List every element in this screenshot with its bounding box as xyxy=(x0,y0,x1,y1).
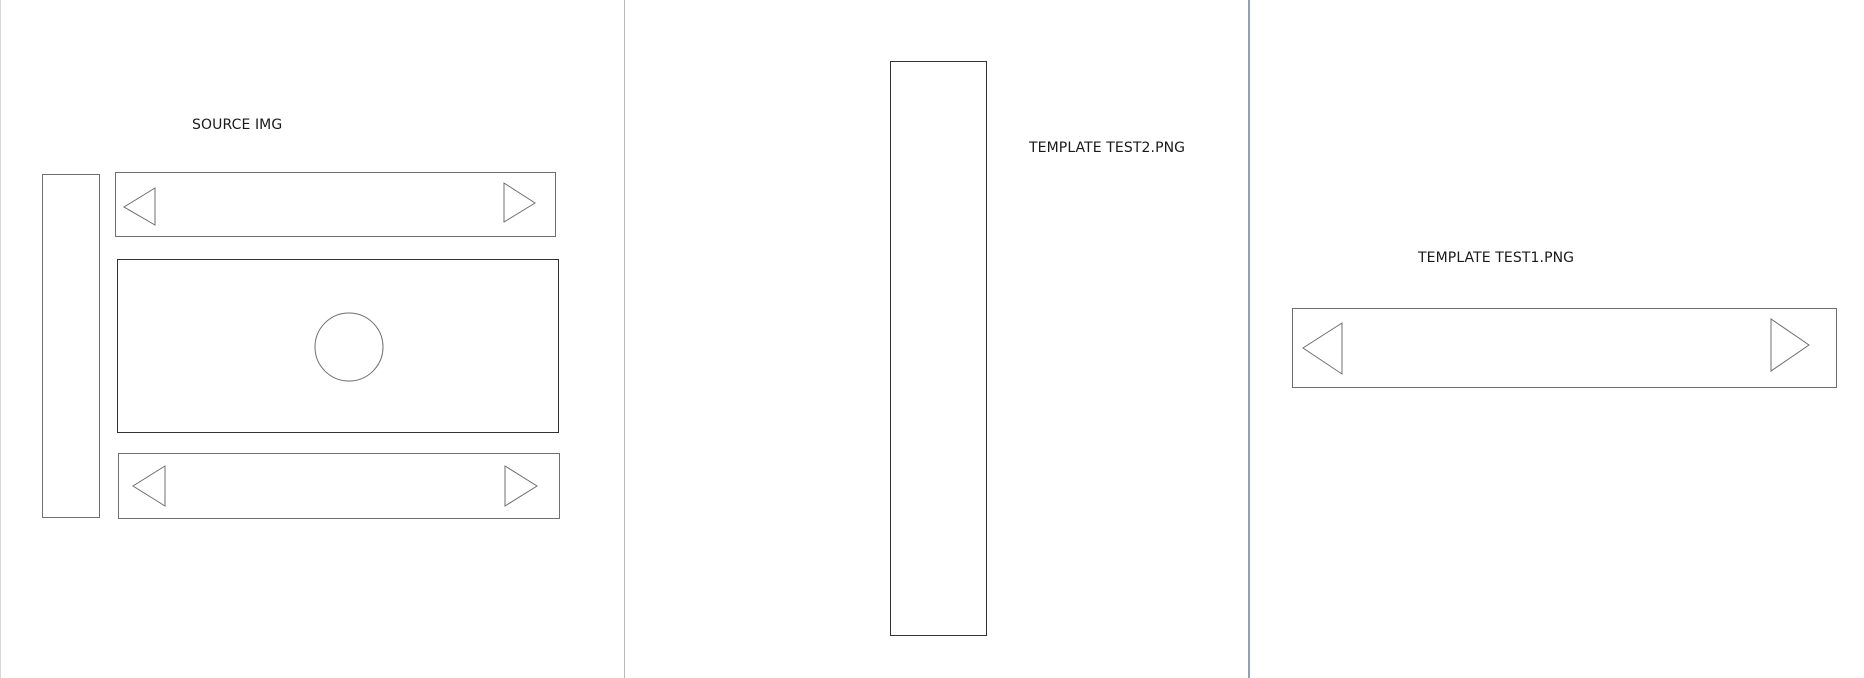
top-bar-arrows xyxy=(116,173,557,238)
top-horizontal-bar xyxy=(115,172,556,237)
source-image-panel xyxy=(0,0,625,678)
template1-bar-arrows xyxy=(1293,309,1838,389)
circle-icon xyxy=(315,313,383,381)
center-content-drawing xyxy=(118,260,560,434)
center-content-box xyxy=(117,259,559,433)
source-image-title: SOURCE IMG xyxy=(192,117,283,133)
bottom-bar-arrows xyxy=(119,454,561,520)
template-test1-panel xyxy=(1248,0,1864,678)
bottom-horizontal-bar xyxy=(118,453,560,519)
right-triangle-icon[interactable] xyxy=(1771,319,1809,371)
template-test1-title: TEMPLATE TEST1.PNG xyxy=(1418,250,1575,266)
left-triangle-icon[interactable] xyxy=(133,466,165,506)
left-triangle-icon[interactable] xyxy=(1303,323,1342,374)
right-triangle-icon[interactable] xyxy=(505,466,537,506)
template-test2-title: TEMPLATE TEST2.PNG xyxy=(1029,140,1186,156)
left-triangle-icon[interactable] xyxy=(124,188,155,225)
vertical-bar-left xyxy=(42,174,100,518)
template2-vertical-bar xyxy=(890,61,987,636)
template1-horizontal-bar xyxy=(1292,308,1837,388)
template-test2-panel xyxy=(624,0,1249,678)
right-triangle-icon[interactable] xyxy=(504,183,535,222)
